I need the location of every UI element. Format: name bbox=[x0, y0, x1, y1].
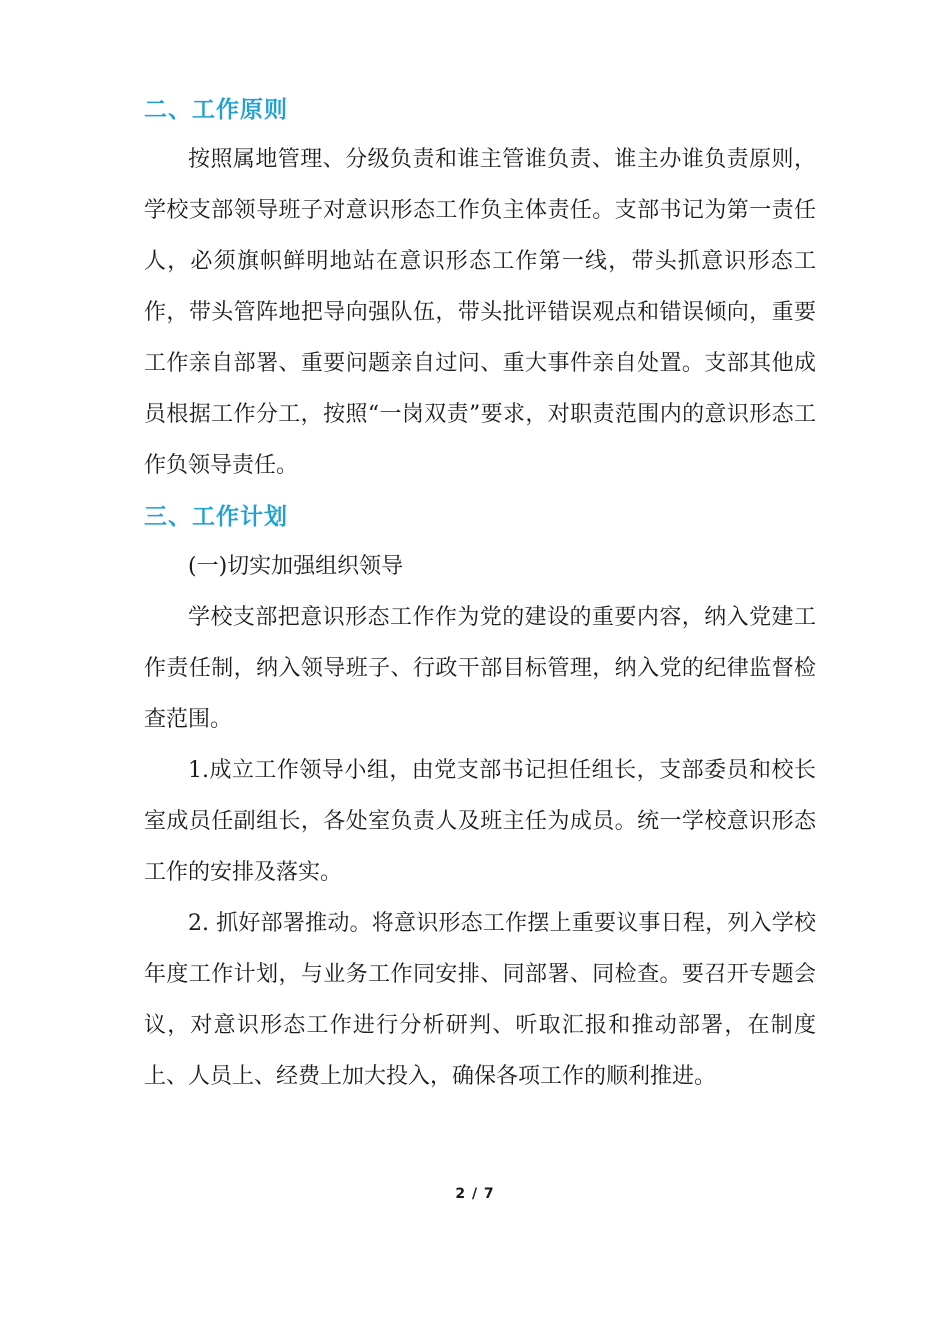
section-heading: 二、工作原则 bbox=[144, 97, 288, 123]
section-work-plan bbox=[144, 493, 816, 1102]
page-number: 2 / 7 bbox=[455, 1186, 495, 1202]
section-work-principles bbox=[144, 86, 816, 491]
body-paragraph: 2. 抓好部署推动。将意识形态工作摆上重要议事日程，列入学校年度工作计划，与业务工作同安排、同部署、同检查。要召开专题会议，对意识形态工作进行分析研判、听取汇报和推动部署，在制度上、人员上、经费上加大投入，确保各项工作的顺利推进。 bbox=[144, 911, 816, 1089]
document-body bbox=[144, 86, 816, 1102]
body-paragraph: 学校支部把意识形态工作作为党的建设的重要内容，纳入党建工作责任制，纳入领导班子、行政干部目标管理，纳入党的纪律监督检查范围。 bbox=[144, 605, 816, 732]
subheading-paragraph: (一)切实加强组织领导 bbox=[188, 554, 404, 579]
body-paragraph: 按照属地管理、分级负责和谁主管谁负责、谁主办谁负责原则，学校支部领导班子对意识形态工作负主体责任。支部书记为第一责任人，必须旗帜鲜明地站在意识形态工作第一线，带头抓意识形态工作，带头管阵地把导向强队伍，带头批评错误观点和错误倾向，重要工作亲自部署、重要问题亲自过问、重大事件亲自处置。支部其他成员根据工作分工，按照“一岗双责”要求，对职责范围内的意识形态工作负领导责任。 bbox=[144, 147, 816, 478]
body-paragraph: 1.成立工作领导小组，由党支部书记担任组长，支部委员和校长室成员任副组长，各处室负责人及班主任为成员。统一学校意识形态工作的安排及落实。 bbox=[144, 758, 816, 885]
section-heading: 三、工作计划 bbox=[144, 504, 288, 530]
